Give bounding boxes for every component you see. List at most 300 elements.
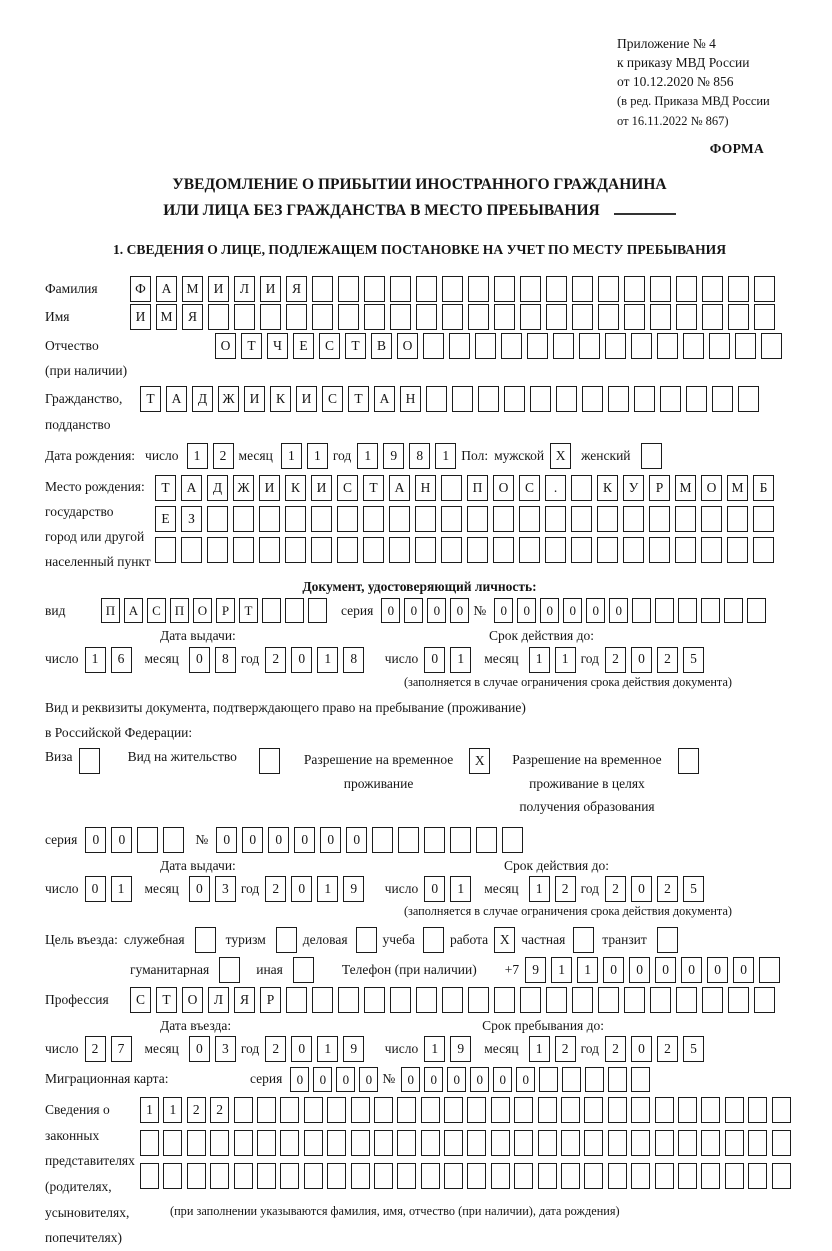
char-box[interactable]	[449, 333, 470, 359]
char-box[interactable]	[338, 987, 359, 1013]
char-box[interactable]: 1	[187, 443, 208, 469]
char-box[interactable]	[520, 304, 541, 330]
char-box[interactable]	[702, 276, 723, 302]
char-box[interactable]	[338, 304, 359, 330]
char-box[interactable]: 2	[210, 1097, 229, 1123]
char-box[interactable]	[631, 1067, 650, 1092]
char-box[interactable]: Т	[241, 333, 262, 359]
char-box[interactable]	[728, 304, 749, 330]
char-box[interactable]	[660, 386, 681, 412]
char-box[interactable]	[631, 1163, 650, 1189]
char-box[interactable]: 0	[189, 876, 210, 902]
char-box[interactable]: 0	[189, 647, 210, 673]
char-box[interactable]: 0	[85, 827, 106, 853]
char-box[interactable]	[501, 333, 522, 359]
char-box[interactable]	[748, 1130, 767, 1156]
char-box[interactable]: И	[296, 386, 317, 412]
char-box[interactable]	[608, 1097, 627, 1123]
char-box[interactable]: 8	[215, 647, 236, 673]
char-box[interactable]: 1	[424, 1036, 445, 1062]
char-box[interactable]	[195, 927, 216, 953]
char-box[interactable]: А	[124, 598, 143, 623]
char-box[interactable]: 1	[577, 957, 598, 983]
char-box[interactable]	[363, 506, 384, 532]
char-box[interactable]	[553, 333, 574, 359]
char-box[interactable]	[187, 1163, 206, 1189]
char-box[interactable]: 1	[529, 876, 550, 902]
char-box[interactable]: 0	[493, 1067, 512, 1092]
char-box[interactable]: 1	[529, 647, 550, 673]
char-box[interactable]: 0	[424, 876, 445, 902]
char-box[interactable]	[257, 1130, 276, 1156]
char-box[interactable]	[442, 276, 463, 302]
char-box[interactable]	[701, 1130, 720, 1156]
char-box[interactable]: 7	[111, 1036, 132, 1062]
char-box[interactable]	[478, 386, 499, 412]
char-box[interactable]: 8	[409, 443, 430, 469]
char-box[interactable]	[747, 598, 766, 623]
char-box[interactable]	[624, 304, 645, 330]
char-box[interactable]: 2	[555, 876, 576, 902]
char-box[interactable]: 2	[657, 876, 678, 902]
char-box[interactable]	[494, 304, 515, 330]
char-box[interactable]	[655, 1163, 674, 1189]
char-box[interactable]: А	[374, 386, 395, 412]
char-box[interactable]	[207, 537, 228, 563]
char-box[interactable]	[772, 1163, 791, 1189]
char-box[interactable]: 3	[215, 1036, 236, 1062]
char-box[interactable]	[623, 537, 644, 563]
char-box[interactable]: 2	[555, 1036, 576, 1062]
char-box[interactable]	[772, 1097, 791, 1123]
char-box[interactable]	[725, 1163, 744, 1189]
char-box[interactable]	[702, 987, 723, 1013]
char-box[interactable]	[676, 276, 697, 302]
char-box[interactable]	[312, 987, 333, 1013]
char-box[interactable]	[187, 1130, 206, 1156]
char-box[interactable]	[476, 827, 497, 853]
char-box[interactable]: 1	[551, 957, 572, 983]
char-box[interactable]	[426, 386, 447, 412]
char-box[interactable]	[598, 276, 619, 302]
char-box[interactable]	[608, 386, 629, 412]
char-box[interactable]	[234, 1130, 253, 1156]
char-box[interactable]	[546, 304, 567, 330]
char-box[interactable]: Т	[155, 475, 176, 501]
char-box[interactable]	[312, 276, 333, 302]
char-box[interactable]	[374, 1163, 393, 1189]
char-box[interactable]	[582, 386, 603, 412]
char-box[interactable]	[538, 1130, 557, 1156]
char-box[interactable]: П	[467, 475, 488, 501]
char-box[interactable]	[259, 506, 280, 532]
char-box[interactable]	[608, 1130, 627, 1156]
char-box[interactable]	[312, 304, 333, 330]
char-box[interactable]: 2	[265, 1036, 286, 1062]
char-box[interactable]: А	[156, 276, 177, 302]
char-box[interactable]	[475, 333, 496, 359]
char-box[interactable]: Н	[415, 475, 436, 501]
char-box[interactable]	[260, 304, 281, 330]
char-box[interactable]	[364, 304, 385, 330]
char-box[interactable]: 9	[343, 876, 364, 902]
char-box[interactable]: 0	[242, 827, 263, 853]
char-box[interactable]	[79, 748, 100, 774]
char-box[interactable]	[494, 276, 515, 302]
char-box[interactable]	[351, 1097, 370, 1123]
char-box[interactable]	[351, 1130, 370, 1156]
char-box[interactable]: 0	[707, 957, 728, 983]
char-box[interactable]: 0	[424, 1067, 443, 1092]
char-box[interactable]: Б	[753, 475, 774, 501]
char-box[interactable]	[649, 537, 670, 563]
char-box[interactable]: 0	[424, 647, 445, 673]
char-box[interactable]	[597, 537, 618, 563]
char-box[interactable]	[561, 1130, 580, 1156]
char-box[interactable]: 0	[291, 1036, 312, 1062]
char-box[interactable]	[514, 1097, 533, 1123]
char-box[interactable]	[725, 1097, 744, 1123]
char-box[interactable]	[678, 1097, 697, 1123]
char-box[interactable]	[701, 537, 722, 563]
char-box[interactable]	[727, 506, 748, 532]
char-box[interactable]	[597, 506, 618, 532]
char-box[interactable]	[308, 598, 327, 623]
char-box[interactable]: М	[156, 304, 177, 330]
char-box[interactable]: 0	[85, 876, 106, 902]
char-box[interactable]	[678, 598, 697, 623]
char-box[interactable]: А	[166, 386, 187, 412]
char-box[interactable]	[727, 537, 748, 563]
char-box[interactable]: И	[311, 475, 332, 501]
char-box[interactable]: 0	[631, 1036, 652, 1062]
char-box[interactable]: 1	[357, 443, 378, 469]
char-box[interactable]	[234, 1097, 253, 1123]
char-box[interactable]	[415, 537, 436, 563]
char-box[interactable]: 0	[631, 876, 652, 902]
char-box[interactable]: .	[545, 475, 566, 501]
char-box[interactable]	[452, 386, 473, 412]
char-box[interactable]	[701, 598, 720, 623]
char-box[interactable]	[605, 333, 626, 359]
char-box[interactable]	[676, 987, 697, 1013]
char-box[interactable]	[363, 537, 384, 563]
char-box[interactable]	[364, 276, 385, 302]
char-box[interactable]	[441, 506, 462, 532]
char-box[interactable]	[623, 506, 644, 532]
char-box[interactable]: К	[285, 475, 306, 501]
char-box[interactable]: 2	[605, 647, 626, 673]
char-box[interactable]: 0	[655, 957, 676, 983]
char-box[interactable]	[140, 1130, 159, 1156]
char-box[interactable]	[678, 748, 699, 774]
char-box[interactable]	[397, 1097, 416, 1123]
char-box[interactable]	[390, 987, 411, 1013]
char-box[interactable]	[728, 276, 749, 302]
char-box[interactable]	[304, 1097, 323, 1123]
char-box[interactable]: 9	[450, 1036, 471, 1062]
char-box[interactable]	[491, 1130, 510, 1156]
char-box[interactable]	[608, 1067, 627, 1092]
char-box[interactable]	[416, 276, 437, 302]
char-box[interactable]: 0	[291, 647, 312, 673]
char-box[interactable]	[634, 386, 655, 412]
char-box[interactable]: 0	[404, 598, 423, 623]
char-box[interactable]: 1	[435, 443, 456, 469]
char-box[interactable]	[702, 304, 723, 330]
char-box[interactable]	[163, 1163, 182, 1189]
char-box[interactable]	[502, 827, 523, 853]
char-box[interactable]	[163, 1130, 182, 1156]
char-box[interactable]	[754, 304, 775, 330]
char-box[interactable]	[397, 1163, 416, 1189]
char-box[interactable]	[390, 276, 411, 302]
char-box[interactable]: 1	[307, 443, 328, 469]
char-box[interactable]: 0	[189, 1036, 210, 1062]
char-box[interactable]	[286, 304, 307, 330]
char-box[interactable]	[327, 1097, 346, 1123]
char-box[interactable]: X	[550, 443, 571, 469]
char-box[interactable]: Е	[155, 506, 176, 532]
char-box[interactable]: Е	[293, 333, 314, 359]
char-box[interactable]	[701, 1163, 720, 1189]
char-box[interactable]: 1	[317, 876, 338, 902]
char-box[interactable]	[311, 506, 332, 532]
char-box[interactable]: 1	[317, 1036, 338, 1062]
char-box[interactable]	[631, 1097, 650, 1123]
char-box[interactable]	[631, 333, 652, 359]
char-box[interactable]: 2	[265, 876, 286, 902]
char-box[interactable]: 5	[683, 647, 704, 673]
char-box[interactable]: 0	[733, 957, 754, 983]
char-box[interactable]	[372, 827, 393, 853]
char-box[interactable]	[709, 333, 730, 359]
char-box[interactable]: О	[701, 475, 722, 501]
char-box[interactable]: 8	[343, 647, 364, 673]
char-box[interactable]	[649, 506, 670, 532]
char-box[interactable]: 9	[383, 443, 404, 469]
char-box[interactable]	[748, 1097, 767, 1123]
char-box[interactable]: 0	[320, 827, 341, 853]
char-box[interactable]: 0	[346, 827, 367, 853]
char-box[interactable]: П	[101, 598, 120, 623]
char-box[interactable]	[572, 987, 593, 1013]
char-box[interactable]: 5	[683, 876, 704, 902]
char-box[interactable]	[337, 506, 358, 532]
char-box[interactable]: Ч	[267, 333, 288, 359]
char-box[interactable]	[467, 1097, 486, 1123]
char-box[interactable]	[650, 987, 671, 1013]
char-box[interactable]	[467, 1163, 486, 1189]
char-box[interactable]	[163, 827, 184, 853]
char-box[interactable]	[364, 987, 385, 1013]
char-box[interactable]	[571, 537, 592, 563]
char-box[interactable]: 2	[265, 647, 286, 673]
char-box[interactable]: Ф	[130, 276, 151, 302]
char-box[interactable]: И	[130, 304, 151, 330]
char-box[interactable]: X	[469, 748, 490, 774]
char-box[interactable]	[724, 598, 743, 623]
char-box[interactable]	[390, 304, 411, 330]
char-box[interactable]	[140, 1163, 159, 1189]
char-box[interactable]	[650, 276, 671, 302]
char-box[interactable]: Д	[207, 475, 228, 501]
char-box[interactable]	[725, 1130, 744, 1156]
char-box[interactable]	[655, 1097, 674, 1123]
char-box[interactable]: О	[397, 333, 418, 359]
char-box[interactable]	[442, 987, 463, 1013]
char-box[interactable]	[280, 1130, 299, 1156]
char-box[interactable]	[561, 1163, 580, 1189]
char-box[interactable]: М	[727, 475, 748, 501]
char-box[interactable]	[374, 1130, 393, 1156]
char-box[interactable]	[280, 1163, 299, 1189]
char-box[interactable]: М	[182, 276, 203, 302]
char-box[interactable]: 3	[215, 876, 236, 902]
char-box[interactable]	[562, 1067, 581, 1092]
char-box[interactable]: О	[493, 475, 514, 501]
char-box[interactable]	[520, 987, 541, 1013]
char-box[interactable]	[286, 987, 307, 1013]
char-box[interactable]	[424, 827, 445, 853]
char-box[interactable]: 0	[268, 827, 289, 853]
char-box[interactable]	[441, 537, 462, 563]
char-box[interactable]	[631, 1130, 650, 1156]
char-box[interactable]: 2	[657, 1036, 678, 1062]
char-box[interactable]	[304, 1163, 323, 1189]
char-box[interactable]	[598, 304, 619, 330]
char-box[interactable]	[538, 1163, 557, 1189]
char-box[interactable]: М	[675, 475, 696, 501]
char-box[interactable]	[210, 1130, 229, 1156]
char-box[interactable]	[701, 506, 722, 532]
char-box[interactable]	[624, 276, 645, 302]
char-box[interactable]	[276, 927, 297, 953]
char-box[interactable]	[519, 537, 540, 563]
char-box[interactable]	[759, 957, 780, 983]
char-box[interactable]: 1	[281, 443, 302, 469]
char-box[interactable]: 0	[381, 598, 400, 623]
char-box[interactable]	[683, 333, 704, 359]
char-box[interactable]	[210, 1163, 229, 1189]
char-box[interactable]	[571, 506, 592, 532]
char-box[interactable]	[444, 1097, 463, 1123]
char-box[interactable]	[624, 987, 645, 1013]
char-box[interactable]	[728, 987, 749, 1013]
char-box[interactable]: 0	[336, 1067, 355, 1092]
char-box[interactable]: 5	[683, 1036, 704, 1062]
char-box[interactable]	[753, 537, 774, 563]
char-box[interactable]	[748, 1163, 767, 1189]
char-box[interactable]	[753, 506, 774, 532]
char-box[interactable]	[311, 537, 332, 563]
char-box[interactable]	[262, 598, 281, 623]
char-box[interactable]	[761, 333, 782, 359]
char-box[interactable]: 0	[629, 957, 650, 983]
char-box[interactable]	[701, 1097, 720, 1123]
char-box[interactable]	[598, 987, 619, 1013]
char-box[interactable]: С	[337, 475, 358, 501]
char-box[interactable]: 0	[603, 957, 624, 983]
char-box[interactable]: Р	[649, 475, 670, 501]
char-box[interactable]	[491, 1097, 510, 1123]
char-box[interactable]: О	[182, 987, 203, 1013]
char-box[interactable]	[293, 957, 314, 983]
char-box[interactable]	[504, 386, 525, 412]
char-box[interactable]: Л	[234, 276, 255, 302]
char-box[interactable]	[468, 276, 489, 302]
char-box[interactable]: Т	[140, 386, 161, 412]
char-box[interactable]: 2	[187, 1097, 206, 1123]
char-box[interactable]	[234, 1163, 253, 1189]
char-box[interactable]	[754, 987, 775, 1013]
char-box[interactable]	[423, 333, 444, 359]
char-box[interactable]: 1	[450, 876, 471, 902]
char-box[interactable]	[337, 537, 358, 563]
char-box[interactable]: 9	[343, 1036, 364, 1062]
char-box[interactable]	[657, 927, 678, 953]
char-box[interactable]	[374, 1097, 393, 1123]
char-box[interactable]	[259, 537, 280, 563]
char-box[interactable]	[398, 827, 419, 853]
char-box[interactable]	[493, 506, 514, 532]
char-box[interactable]	[546, 987, 567, 1013]
char-box[interactable]: И	[244, 386, 265, 412]
char-box[interactable]	[304, 1130, 323, 1156]
char-box[interactable]: Т	[345, 333, 366, 359]
char-box[interactable]	[468, 304, 489, 330]
char-box[interactable]: И	[260, 276, 281, 302]
char-box[interactable]: 2	[657, 647, 678, 673]
char-box[interactable]: Н	[400, 386, 421, 412]
char-box[interactable]: 1	[111, 876, 132, 902]
char-box[interactable]	[208, 304, 229, 330]
char-box[interactable]	[545, 537, 566, 563]
char-box[interactable]	[450, 827, 471, 853]
char-box[interactable]: Д	[192, 386, 213, 412]
char-box[interactable]	[572, 276, 593, 302]
char-box[interactable]: 2	[213, 443, 234, 469]
char-box[interactable]: 0	[681, 957, 702, 983]
char-box[interactable]	[444, 1130, 463, 1156]
char-box[interactable]	[421, 1163, 440, 1189]
char-box[interactable]	[655, 1130, 674, 1156]
char-box[interactable]	[538, 1097, 557, 1123]
char-box[interactable]	[181, 537, 202, 563]
char-box[interactable]: 0	[447, 1067, 466, 1092]
char-box[interactable]	[285, 537, 306, 563]
char-box[interactable]	[520, 276, 541, 302]
char-box[interactable]	[657, 333, 678, 359]
char-box[interactable]: 0	[313, 1067, 332, 1092]
char-box[interactable]: 0	[294, 827, 315, 853]
char-box[interactable]: В	[371, 333, 392, 359]
char-box[interactable]: 1	[140, 1097, 159, 1123]
char-box[interactable]	[494, 987, 515, 1013]
char-box[interactable]: К	[270, 386, 291, 412]
char-box[interactable]: 0	[450, 598, 469, 623]
char-box[interactable]: 0	[216, 827, 237, 853]
char-box[interactable]	[467, 506, 488, 532]
char-box[interactable]	[573, 927, 594, 953]
char-box[interactable]: Л	[208, 987, 229, 1013]
char-box[interactable]	[641, 443, 662, 469]
char-box[interactable]	[686, 386, 707, 412]
char-box[interactable]: 0	[540, 598, 559, 623]
char-box[interactable]	[738, 386, 759, 412]
char-box[interactable]	[467, 537, 488, 563]
char-box[interactable]: X	[494, 927, 515, 953]
